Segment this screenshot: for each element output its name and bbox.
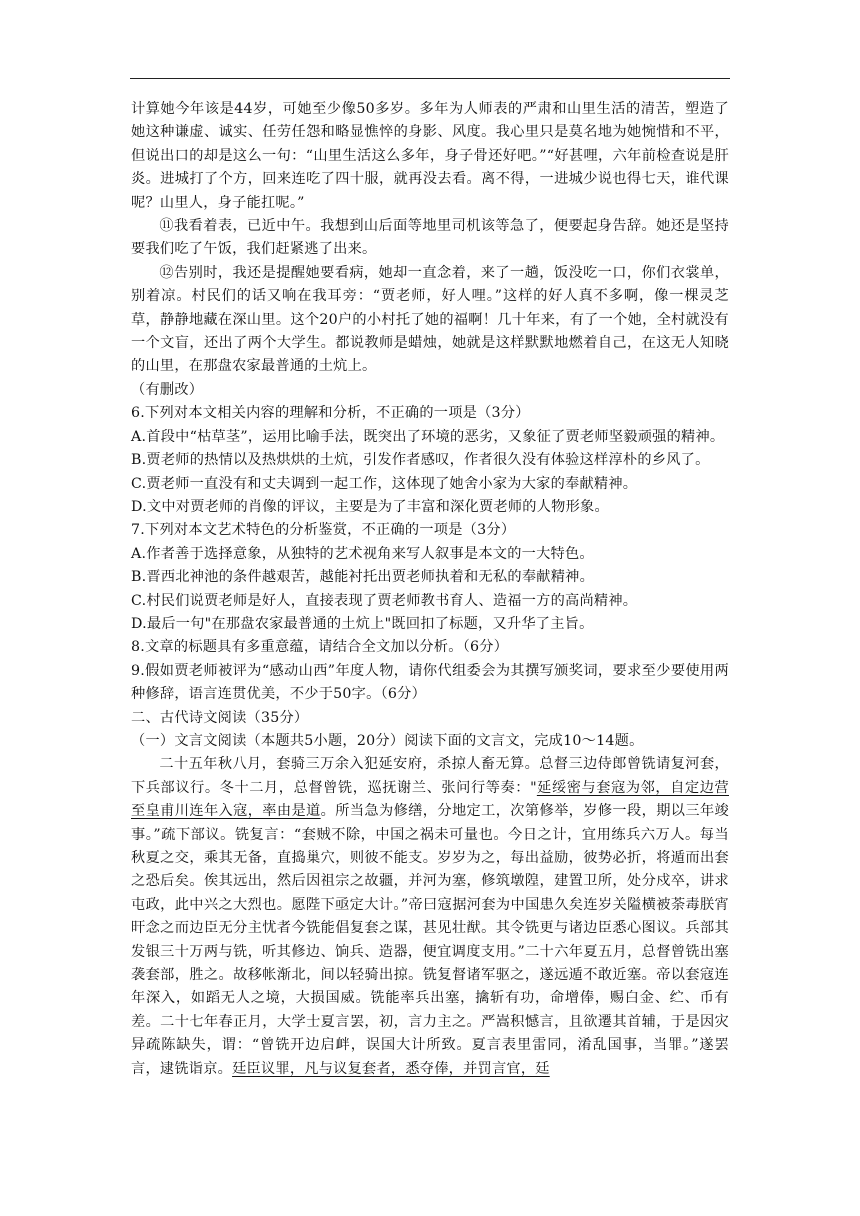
- story-paragraph-12: ⑫告别时，我还是提醒她要看病，她却一直念着，来了一趟，饭没吃一口，你们衣裳单，别着凉。村民们的话又响在我耳旁：“贾老师，好人哩。”这样的好人真不多啊，像一棵灵芝草，静静地藏在深山里。这个20户的小村托了她的福啊！几十年来，有了一个她，全村就没有一个文盲，还出了两个大学生。都说教师是蜡烛，她就是这样默默地燃着自己，在这无人知晓的山里，在那盘农家最普通的土炕上。: [131, 264, 729, 375]
- option-a: A.作者善于选择意象，从独特的艺术视角来写人叙事是本文的一大特色。: [131, 545, 594, 562]
- question-7: [131, 519, 729, 636]
- option-a: A.首段中“枯草茎”，运用比喻手法，既突出了环境的恶劣，又象征了贾老师坚毅顽强的精神。: [131, 428, 725, 445]
- subsection-heading: （一）文言文阅读（本题共5小题，20分）阅读下面的文言文，完成10～14题。: [131, 732, 644, 749]
- option-b: B.晋西北神池的条件越艰苦，越能衬托出贾老师执着和无私的奉献精神。: [131, 569, 595, 586]
- section-heading: 二、古代诗文阅读（35分）: [131, 709, 309, 726]
- classical-text-passage: [131, 753, 729, 1081]
- option-d: D.文中对贾老师的肖像的评议，主要是为了丰富和深化贾老师的人物形象。: [131, 498, 609, 515]
- question-6: [131, 402, 729, 519]
- question-8: 8.文章的标题具有多重意蕴，请结合全文加以分析。（6分）: [131, 639, 509, 656]
- question-stem: 7.下列对本文艺术特色的分析鉴赏，不正确的一项是（3分）: [131, 522, 516, 539]
- classical-text-segment: 二十五年秋八月，套骑三万余入犯延安府，杀掠人畜无算。总督三边侍郎曾铣请复河套，下兵部议行。冬十二月，总督曾铣，巡抚谢兰、张问行等奏：": [131, 756, 729, 796]
- underlined-sentence-1: 延绥密与套寇为邻，自定边营至皇甫川连年入寇，率由是道: [131, 779, 729, 820]
- document-body: [131, 98, 729, 1081]
- source-note: （有删改）: [131, 381, 204, 398]
- question-stem: 6.下列对本文相关内容的理解和分析，不正确的一项是（3分）: [131, 405, 530, 422]
- option-b: B.贾老师的热情以及热烘烘的土炕，引发作者感叹，作者很久没有体验这样淳朴的乡风了。: [131, 452, 710, 469]
- option-d: D.最后一句"在那盘农家最普通的土炕上"既回扣了标题，又升华了主旨。: [131, 615, 594, 632]
- underlined-sentence-2: 廷臣议罪，凡与议复套者，悉夺俸，并罚言官，廷: [232, 1060, 550, 1077]
- question-9: 9.假如贾老师被评为“感动山西”年度人物，请你代组委会为其撰写颁奖词，要求至少要使用两种修辞，语言连贯优美，不少于50字。（6分）: [131, 662, 729, 703]
- story-paragraph-10: 计算她今年该是44岁，可她至少像50多岁。多年为人师表的严肃和山里生活的清苦，塑造了她这种谦虚、诚实、任劳任怨和略显憔悴的身影、风度。我心里只是莫名地为她惋惜和不平，但说出口的却是这么一句：“山里生活这么多年，身子骨还好吧。”“好甚哩，六年前检查说是肝炎。进城打了个方，回来连吃了四十服，就再没去看。离不得，一进城少说也得七天，谁代课呢？山里人，身子能扛呢。”: [131, 101, 729, 211]
- classical-text-segment: 。所当急为修缮，分地定工，次第修举，岁修一段，期以三年竣事。”疏下部议。铣复言：“套贼不除，中国之祸未可量也。今日之计，宜用练兵六万人。每当秋夏之交，乘其无备，直捣巢穴，则彼不能支。岁岁为之，每出益励，彼势必折，将遁而出套之恐后矣。俟其远出，然后因祖宗之故疆，并河为塞，修筑墩隍，建置卫所，处分戍卒，讲求屯政，此中兴之大烈也。愿陛下亟定大计。”帝曰寇据河套为中国患久矣连岁关隘横被荼毒朕宵旰念之而边臣无分主忧者今铣能倡复套之谋，甚见壮猷。其令铣更与诸边臣悉心图议。兵部其发银三十万两与铣，听其修边、饷兵、造器，便宜调度支用。”二十六年夏五月，总督曾铣出塞袭套部，胜之。故移帐渐北，间以轻骑出掠。铣复督诸军驱之，遂远遁不敢近塞。帝以套寇连年深入，如蹈无人之境，大损国威。铣能率兵出塞，擒斩有功，命增俸，赐白金、纻、币有差。二十七年春正月，大学士夏言罢，初，言力主之。严嵩积憾言，且欲遷其首辅，于是因灾异疏陈缺失，谓：“曾铣开边启衅，误国大计所致。夏言表里雷同，淆乱国事，当罪。”遂罢言，逮铣诣京。: [131, 803, 729, 1077]
- option-c: C.村民们说贾老师是好人，直接表现了贾老师教书育人、造福一方的高尚精神。: [131, 592, 638, 609]
- option-c: C.贾老师一直没有和丈夫调到一起工作，这体现了她舍小家为大家的奉献精神。: [131, 475, 638, 492]
- story-paragraph-11: ⑪我看着表，已近中午。我想到山后面等地里司机该等急了，便要起身告辞。她还是坚持要我们吃了午饭，我们赶紧逃了出来。: [131, 218, 729, 258]
- header-rule: [130, 78, 730, 79]
